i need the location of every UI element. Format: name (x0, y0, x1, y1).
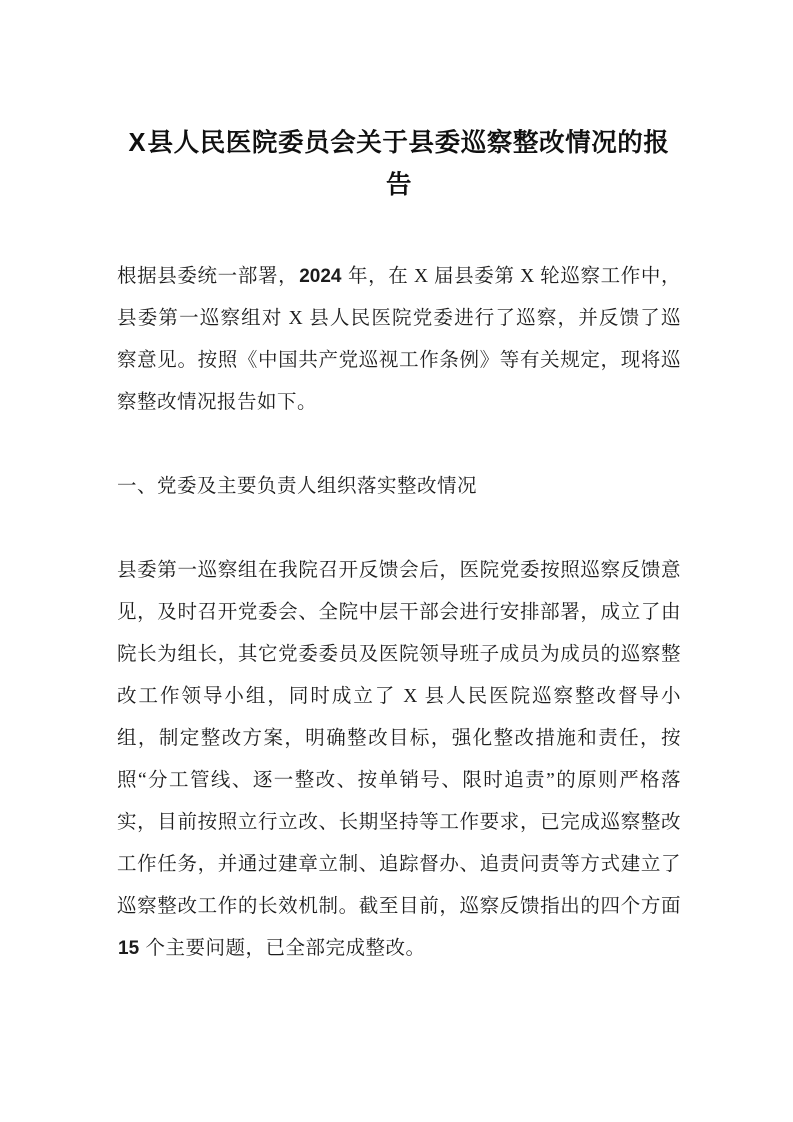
page-title (117, 0, 681, 206)
section-heading-1: 一、党委及主要负责人组织落实整改情况 (117, 476, 478, 497)
paragraph-spacer-2 (117, 508, 681, 550)
title-body-spacer (117, 206, 681, 256)
intro-paragraph: 根据县委统一部署，2024 年，在 X 届县委第 X 轮巡察工作中，县委第一巡察组对 X 县人民医院党委进行了巡察，并反馈了巡察意见。按照《中国共产党巡视工作条例》等有关规定，现将巡察整改情况报告如下。 (117, 266, 681, 413)
page-title-latin-prefix: X (128, 129, 146, 157)
page-title-main: 县人民医院委员会关于县委巡察整改情况的报告 (147, 129, 670, 199)
paragraph-spacer-1 (117, 424, 681, 466)
section-1-body-paragraph: 县委第一巡察组在我院召开反馈会后，医院党委按照巡察反馈意见，及时召开党委会、全院中层干部会进行安排部署，成立了由院长为组长，其它党委委员及医院领导班子成员为成员的巡察整改工作领导小组，同时成立了 X 县人民医院巡察整改督导小组，制定整改方案，明确整改目标，强化整改措施和责任，按照“分工管线、逐一整改、按单销号、限时追责”的原则严格落实，目前按照立行立改、长期坚持等工作要求，已完成巡察整改工作任务，并通过建章立制、追踪督办、追责问责等方式建立了巡察整改工作的长效机制。截至目前，巡察反馈指出的四个方面 15 个主要问题，已全部完成整改。 (117, 560, 681, 959)
document-content (117, 0, 681, 970)
